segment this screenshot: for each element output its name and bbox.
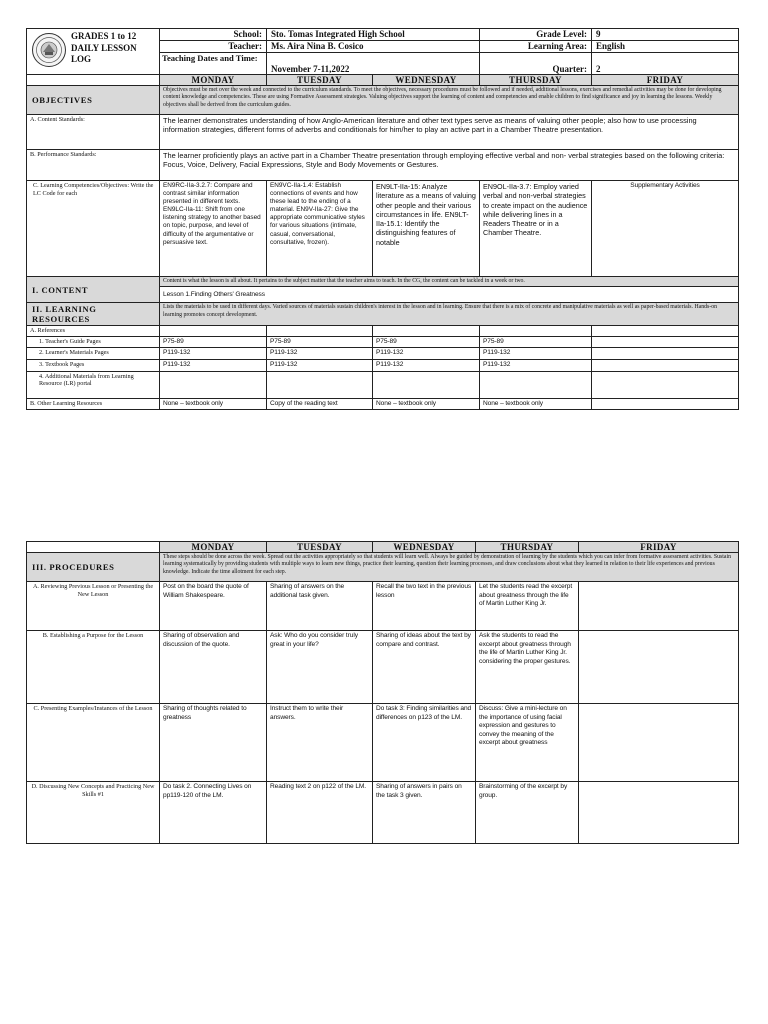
resource-row-label: 4. Additional Materials from Learning Resource (LR) portal [27, 371, 160, 398]
objectives-heading: OBJECTIVES [27, 86, 160, 115]
procedure-row-label: C. Presenting Examples/Instances of the Lesson [27, 704, 160, 782]
resource-cell [160, 371, 267, 398]
resource-cell: P119-132 [160, 348, 267, 360]
school-value: Sto. Tomas Integrated High School [267, 29, 480, 41]
performance-standards-label: B. Performance Standards: [27, 150, 160, 181]
procedure-cell [579, 782, 739, 844]
day-monday: MONDAY [160, 75, 267, 86]
resource-cell: P119-132 [480, 359, 592, 371]
procedures-heading: III. PROCEDURES [27, 553, 160, 582]
competency-tuesday: EN9VC-IIa-1.4: Establish connections of events and how these lead to the ending of a material. EN9V-IIa-27: Give the appropriate communicative styles for various situations (intimate, casual, conversational, consultative, frozen). [267, 181, 373, 277]
resource-cell [592, 348, 739, 360]
teaching-dates-value: November 7-11,2022 [267, 53, 480, 75]
references-wednesday [373, 326, 480, 337]
proc-day-wednesday: WEDNESDAY [373, 542, 476, 553]
title-line-1: GRADES 1 to 12 [71, 31, 137, 41]
procedure-row-label: B. Establishing a Purpose for the Lesson [27, 631, 160, 704]
competency-wednesday: EN9LT-IIa-15: Analyze literature as a means of valuing other people and their various circumstances in life. EN9LT-IIa-15.1: Identify the distinguishing features of notable [373, 181, 480, 277]
procedure-cell: Sharing of observation and discussion of the quote. [160, 631, 267, 704]
title-line-2: DAILY LESSON [71, 42, 137, 53]
proc-day-tuesday: TUESDAY [267, 542, 373, 553]
competencies-label: C. Learning Competencies/Objectives: Write the LC Code for each [27, 181, 160, 277]
resource-cell [373, 371, 480, 398]
references-tuesday [267, 326, 373, 337]
resources-heading: II. LEARNING RESOURCES [27, 303, 160, 326]
procedure-cell [579, 582, 739, 631]
resource-cell [592, 398, 739, 410]
procedure-cell: Brainstorming of the excerpt by group. [476, 782, 579, 844]
resource-cell: None – textbook only [373, 398, 480, 410]
procedure-cell: Sharing of ideas about the text by compare and contrast. [373, 631, 476, 704]
day-header-spacer [27, 75, 160, 86]
teacher-value: Ms. Aira Nina B. Cosico [267, 41, 480, 53]
resource-cell: P119-132 [373, 359, 480, 371]
procedure-cell [579, 631, 739, 704]
teacher-label: Teacher: [160, 41, 267, 53]
resource-cell: None – textbook only [160, 398, 267, 410]
deped-seal-icon [31, 32, 67, 68]
procedure-cell: Post on the board the quote of William Shakespeare. [160, 582, 267, 631]
competency-thursday: EN9OL-IIa-3.7: Employ varied verbal and non-verbal strategies to create impact on the audience while delivering lines in a Readers Theatre or in a Chamber Theatre. [480, 181, 592, 277]
resource-cell: P75-89 [480, 336, 592, 348]
proc-day-friday: FRIDAY [579, 542, 739, 553]
resource-row-label: 2. Learner's Materials Pages [27, 348, 160, 360]
resources-note: Lists the materials to be used in different days. Varied sources of materials sustain children's interest in the lesson and in learning. Ensure that there is a mix of concrete and manipulative materials as well as paper-based materials. Hands-on learning promotes concept development. [160, 303, 739, 326]
content-standards-label: A. Content Standards: [27, 115, 160, 150]
quarter-label: Quarter: [480, 53, 592, 75]
resource-row-label: B. Other Learning Resources [27, 398, 160, 410]
school-label: School: [160, 29, 267, 41]
title-line-3: LOG [71, 54, 92, 64]
daily-lesson-log-table [26, 28, 739, 410]
procedure-cell: Do task 2. Connecting Lives on pp119-120 of the LM. [160, 782, 267, 844]
learning-area-value: English [592, 41, 739, 53]
resource-row-label: 1. Teacher's Guide Pages [27, 336, 160, 348]
procedure-cell: Reading text 2 on p122 of the LM. [267, 782, 373, 844]
objectives-note: Objectives must be met over the week and connected to the curriculum standards. To meet the objectives, necessary procedures must be followed and if needed, additional lessons, exercises and remedial activities may be done for developing content knowledge and competencies. These are using Formative Assessment strategies. Valuing objectives support the learning of content and competencies and enable children to find significance and joy in learning the lessons. Weekly objectives shall be derived from the curriculum guides. [160, 86, 739, 115]
procedure-cell: Let the students read the excerpt about greatness through the life of Martin Luther King Jr. [476, 582, 579, 631]
grade-level-label: Grade Level: [480, 29, 592, 41]
competency-friday: Supplementary Activities [592, 181, 739, 277]
resource-cell: P119-132 [373, 348, 480, 360]
resource-cell: P119-132 [480, 348, 592, 360]
learning-area-label: Learning Area: [480, 41, 592, 53]
procedure-cell: Recall the two text in the previous lesson [373, 582, 476, 631]
procedures-note: These steps should be done across the week. Spread out the activities appropriately so that students will learn well. Always be guided by demonstration of learning by the students which you can infer from formative assessment activities. Sustain learning systematically by providing students with multiple ways to learn new things, practice their learning, question their learning processes, and draw conclusions about what they learned in relation to their life experiences and previous knowledge. Indicate the time allotment for each step. [160, 553, 739, 582]
resource-cell [592, 359, 739, 371]
procedure-cell: Sharing of thoughts related to greatness [160, 704, 267, 782]
resource-cell [480, 371, 592, 398]
day-friday: FRIDAY [592, 75, 739, 86]
procedure-cell: Ask: Who do you consider truly great in your life? [267, 631, 373, 704]
quarter-value: 2 [592, 53, 739, 75]
performance-standards-text: The learner proficiently plays an active part in a Chamber Theatre presentation through employing effective verbal and non- verbal strategies based on the following criteria: Focus, Voice, Delivery, Facial Expressions, Style and Body Movements or Gestures. [160, 150, 739, 181]
procedure-cell: Instruct them to write their answers. [267, 704, 373, 782]
competency-monday: EN9RC-IIa-3.2.7: Compare and contrast similar information presented in different texts. EN9LC-IIa-11: Shift from one listening strategy to another based on topic, purpose, and level of difficulty of the argumentative or persuasive text. [160, 181, 267, 277]
resource-cell: None – textbook only [480, 398, 592, 410]
references-label: A. References [27, 326, 160, 337]
procedure-cell: Sharing of answers in pairs on the task 3 given. [373, 782, 476, 844]
content-standards-text: The learner demonstrates understanding of how Anglo-American literature and other text types serve as means of valuing other people; also how to use processing information strategies, different forms of adverbs and conditionals for him/her to play an active part in a Chamber Theatre presentation. [160, 115, 739, 150]
resource-cell: P119-132 [160, 359, 267, 371]
day-tuesday: TUESDAY [267, 75, 373, 86]
teaching-dates-label: Teaching Dates and Time: [160, 53, 267, 75]
procedure-cell: Do task 3: Finding similarities and differences on p123 of the LM. [373, 704, 476, 782]
resource-cell [267, 371, 373, 398]
resource-cell: P75-89 [160, 336, 267, 348]
resource-cell: P75-89 [373, 336, 480, 348]
procedure-cell: Sharing of answers on the additional task given. [267, 582, 373, 631]
references-thursday [480, 326, 592, 337]
procedure-cell: Ask the students to read the excerpt about greatness through the life of Martin Luther King Jr. considering the proper gestures. [476, 631, 579, 704]
content-note: Content is what the lesson is all about. It pertains to the subject matter that the teacher aims to teach. In the CG, the content can be tackled in a week or two. [160, 277, 739, 287]
resource-cell: P75-89 [267, 336, 373, 348]
procedure-row-label: D. Discussing New Concepts and Practicing New Skills #1 [27, 782, 160, 844]
resource-cell [592, 336, 739, 348]
day-thursday: THURSDAY [480, 75, 592, 86]
references-friday [592, 326, 739, 337]
grade-level-value: 9 [592, 29, 739, 41]
header-title-block [27, 29, 160, 75]
procedure-row-label: A. Reviewing Previous Lesson or Presenting the New Lesson [27, 582, 160, 631]
procedures-table [26, 541, 739, 844]
procedure-cell: Discuss: Give a mini-lecture on the importance of using facial expression and gestures to convey the meaning of the excerpt about greatness [476, 704, 579, 782]
proc-day-monday: MONDAY [160, 542, 267, 553]
resource-cell: P119-132 [267, 348, 373, 360]
procedure-cell [579, 704, 739, 782]
proc-day-thursday: THURSDAY [476, 542, 579, 553]
resource-cell [592, 371, 739, 398]
resource-cell: P119-132 [267, 359, 373, 371]
resource-row-label: 3. Textbook Pages [27, 359, 160, 371]
day-wednesday: WEDNESDAY [373, 75, 480, 86]
references-monday [160, 326, 267, 337]
content-lesson: Lesson 1.Finding Others' Greatness [160, 287, 739, 303]
content-heading: I. CONTENT [27, 277, 160, 303]
procedures-day-spacer [27, 542, 160, 553]
resource-cell: Copy of the reading text [267, 398, 373, 410]
